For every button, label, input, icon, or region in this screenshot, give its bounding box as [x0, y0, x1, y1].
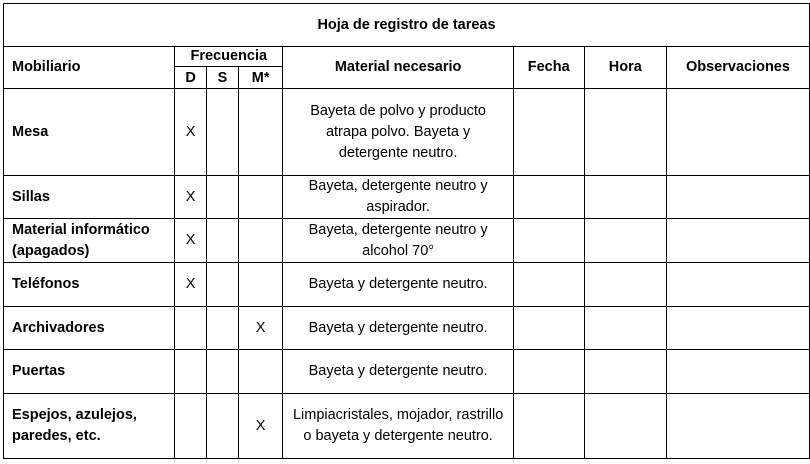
- cell-observaciones: [666, 176, 809, 219]
- cell-hora: [584, 263, 666, 307]
- cell-s: [207, 394, 239, 459]
- cell-s: [207, 176, 239, 219]
- task-log-table: [3, 3, 810, 459]
- cell-observaciones: [666, 219, 809, 263]
- cell-mobiliario: Puertas: [4, 350, 175, 394]
- cell-d: [175, 307, 207, 350]
- cell-s: [207, 263, 239, 307]
- cell-m: [238, 89, 282, 176]
- table-row: [4, 176, 810, 219]
- cell-observaciones: [666, 89, 809, 176]
- header-m: M*: [238, 67, 282, 89]
- cell-m: [238, 176, 282, 219]
- table-row: [4, 263, 810, 307]
- cell-mobiliario: Espejos, azulejos, paredes, etc.: [4, 394, 175, 459]
- cell-material: Bayeta, detergente neutro y aspirador.: [283, 176, 514, 219]
- cell-d: X: [175, 263, 207, 307]
- header-frecuencia: Frecuencia: [175, 47, 283, 67]
- cell-material: Bayeta y detergente neutro.: [283, 350, 514, 394]
- cell-observaciones: [666, 307, 809, 350]
- cell-material: Bayeta y detergente neutro.: [283, 307, 514, 350]
- cell-s: [207, 350, 239, 394]
- cell-d: X: [175, 176, 207, 219]
- cell-m: [238, 263, 282, 307]
- cell-fecha: [513, 219, 584, 263]
- cell-s: [207, 219, 239, 263]
- cell-s: [207, 89, 239, 176]
- header-material: Material necesario: [283, 47, 514, 89]
- cell-mobiliario: Mesa: [4, 89, 175, 176]
- cell-material: Bayeta de polvo y producto atrapa polvo. Bayeta y detergente neutro.: [283, 89, 514, 176]
- header-observaciones: Observaciones: [666, 47, 809, 89]
- cell-observaciones: [666, 394, 809, 459]
- cell-mobiliario: Material informático (apagados): [4, 219, 175, 263]
- table-row: [4, 89, 810, 176]
- cell-hora: [584, 307, 666, 350]
- cell-m: X: [238, 307, 282, 350]
- cell-fecha: [513, 394, 584, 459]
- cell-hora: [584, 350, 666, 394]
- cell-observaciones: [666, 350, 809, 394]
- cell-d: X: [175, 89, 207, 176]
- cell-material: Bayeta, detergente neutro y alcohol 70°: [283, 219, 514, 263]
- table-title: Hoja de registro de tareas: [4, 4, 810, 47]
- cell-observaciones: [666, 263, 809, 307]
- header-s: S: [207, 67, 239, 89]
- cell-d: [175, 350, 207, 394]
- cell-s: [207, 307, 239, 350]
- table-row: [4, 350, 810, 394]
- cell-m: [238, 350, 282, 394]
- header-d: D: [175, 67, 207, 89]
- cell-material: Limpiacristales, mojador, rastrillo o bayeta y detergente neutro.: [283, 394, 514, 459]
- header-hora: Hora: [584, 47, 666, 89]
- cell-mobiliario: Teléfonos: [4, 263, 175, 307]
- cell-m: [238, 219, 282, 263]
- cell-m: X: [238, 394, 282, 459]
- cell-mobiliario: Archivadores: [4, 307, 175, 350]
- cell-fecha: [513, 89, 584, 176]
- header-mobiliario: Mobiliario: [4, 47, 175, 89]
- cell-hora: [584, 394, 666, 459]
- cell-fecha: [513, 307, 584, 350]
- cell-fecha: [513, 263, 584, 307]
- cell-hora: [584, 219, 666, 263]
- cell-mobiliario: Sillas: [4, 176, 175, 219]
- cell-fecha: [513, 350, 584, 394]
- table-row: [4, 307, 810, 350]
- table-body: [4, 89, 810, 459]
- cell-material: Bayeta y detergente neutro.: [283, 263, 514, 307]
- cell-d: X: [175, 219, 207, 263]
- cell-hora: [584, 89, 666, 176]
- cell-fecha: [513, 176, 584, 219]
- header-fecha: Fecha: [513, 47, 584, 89]
- table-row: [4, 219, 810, 263]
- cell-hora: [584, 176, 666, 219]
- cell-d: [175, 394, 207, 459]
- table-row: [4, 394, 810, 459]
